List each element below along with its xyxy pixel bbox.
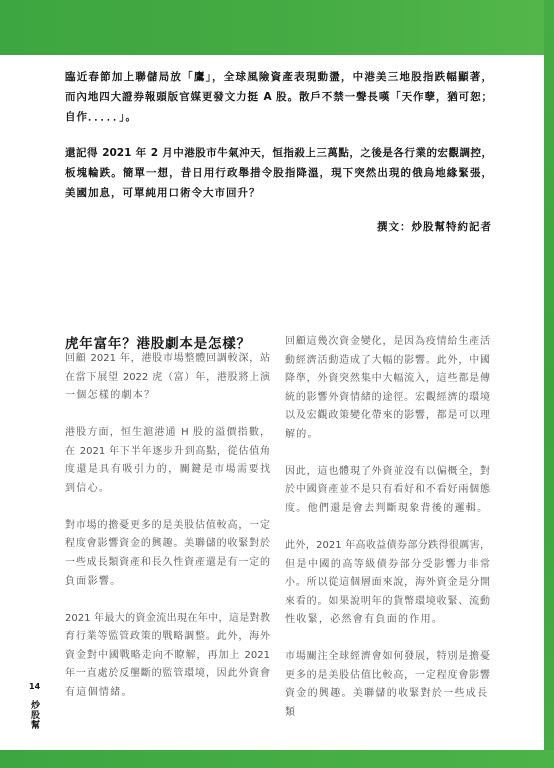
paragraph-line: 板塊輪跌。簡單一想，昔日用行政舉措令股指降溫，現下突然出現的俄烏地緣緊張， (65, 167, 492, 180)
paragraph (285, 463, 490, 519)
paragraph-line: 資金的興趣。美聯儲的收緊對於一些成長類 (285, 688, 489, 718)
paragraph-line: 一個怎樣的劇本？ (65, 390, 156, 402)
paragraph-line: 資金對中國戰略走向不瞭解，再加上 2021 (65, 649, 270, 661)
paragraph-line: 自作．．．．．」。 (65, 110, 137, 123)
paragraph-line: 降準，外資突然集中大幅流入，這些都是傳 (285, 373, 490, 385)
paragraph (65, 144, 492, 203)
paragraph-line: 更多的是美股估值比較高，一定程度會影響 (285, 669, 490, 681)
paragraph-line: 小。所以從這個層面來說，海外資金是分開 (285, 577, 490, 589)
paragraph-line: 而內地四大證券報頭版官媒更發文力挺 A 股。散戶不禁一聲長嘆「天作孽，猶可恕； (65, 90, 492, 103)
paragraph-line: 有這個情緒。 (65, 686, 133, 698)
paragraph (65, 517, 270, 591)
paragraph-line: 因此，這也體現了外資並沒有以偏概全，對 (285, 465, 490, 477)
paragraph-line: 統的影響外資情緒的途徑。宏觀經濟的環境 (285, 391, 490, 403)
paragraph-line: 來看的。如果說明年的貨幣環境收緊、流動 (285, 595, 490, 607)
paragraph-line: 度還是具有吸引力的，關鍵是市場需要找 (65, 464, 270, 476)
page-number: 14 (29, 682, 41, 691)
paragraph-line: 但是中國的高等級債券部分受影響力非常 (285, 558, 490, 570)
paragraph-line: 解的。 (285, 428, 319, 440)
paragraph-line: 一些成長類資產和長久性資產還是有一定的 (65, 557, 270, 569)
paragraph-line: 育行業等監管政策的戰略調整。此外，海外 (65, 631, 270, 643)
magazine-name-vertical: 炒股幫 (29, 700, 39, 730)
right-column (285, 333, 490, 741)
right-green-strip (544, 0, 554, 768)
paragraph-line: 動經濟活動造成了大幅的影響。此外，中國 (285, 354, 490, 366)
bottom-green-band (0, 750, 554, 768)
paragraph (285, 333, 490, 444)
paragraph (65, 350, 270, 406)
paragraph-line: 度。他們還是會去判斷現象背後的邏輯。 (285, 502, 489, 514)
paragraph-line: 回顧這幾次資金變化，是因為疫情給生產活 (285, 336, 490, 347)
top-green-band (0, 0, 554, 55)
intro-paragraphs (65, 68, 492, 221)
paragraph-line: 此外，2021 年高收益債券部分跌得很厲害， (285, 540, 490, 552)
paragraph-line: 臨近春節加上聯儲局放「鷹」，全球風險資產表現動盪，中港美三地股指跌幅顯著， (65, 71, 492, 83)
paragraph-line: 年一直處於反壟斷的監管環境，因此外資會 (65, 668, 270, 680)
paragraph-line: 美國加息，可單純用口術令大市回升？ (65, 186, 261, 199)
paragraph-line: 程度會影響資金的興趣。美聯儲的收緊對於 (65, 538, 270, 550)
paragraph-line: 回顧 2021 年，港股市場整體回調較深，站 (65, 353, 270, 364)
paragraph (65, 68, 492, 127)
paragraph-line: 於中國資產並不是只有看好和不看好兩個態 (285, 484, 490, 496)
paragraph-line: 到信心。 (65, 482, 111, 494)
paragraph (65, 424, 270, 498)
paragraph-line: 在 2021 年下半年逐步升到高點，從估值角 (65, 445, 270, 457)
paragraph-line: 市場關注全球經濟會如何發展，特別是擔憂 (285, 651, 490, 663)
paragraph-line: 還記得 2021 年 2 月中港股市牛氣沖天，恒指殺上三萬點，之後是各行業的宏觀調控， (65, 147, 492, 160)
paragraph-line: 在當下展望 2022 虎（富）年，港股將上演 (65, 371, 270, 383)
paragraph (65, 610, 270, 703)
article-heading: 虎年富年？港股劇本是怎樣？ (65, 336, 251, 352)
byline: 撰文：炒股幫特約記者 (377, 221, 492, 233)
paragraph-line: 對市場的擔憂更多的是美股估值較高，一定 (65, 519, 270, 531)
paragraph-line: 港股方面，恒生滬港通 H 股的溢價指數， (65, 427, 270, 439)
paragraph (285, 648, 490, 722)
paragraph (285, 537, 490, 630)
paragraph-line: 性收緊，必然會有負面的作用。 (285, 614, 444, 626)
paragraph-line: 2021 年最大的資金流出現在年中，這是對教 (65, 612, 270, 624)
left-column (65, 350, 270, 721)
paragraph-line: 以及宏觀政策變化帶來的影響，都是可以理 (285, 410, 490, 422)
paragraph-line: 負面影響。 (65, 575, 122, 587)
